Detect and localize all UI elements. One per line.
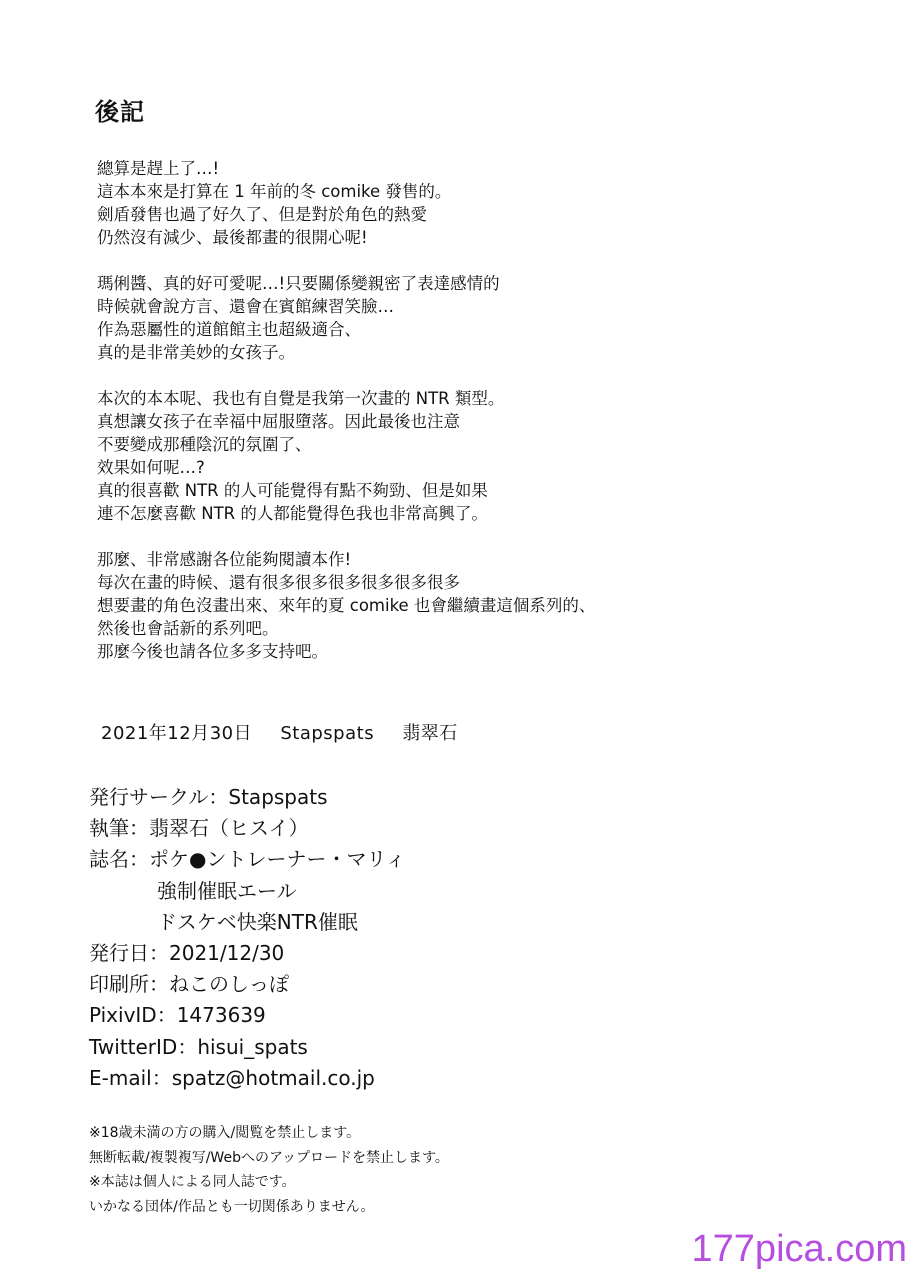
colophon-date: 発行日：2021/12/30 — [89, 940, 285, 965]
notice-line: いかなる団体/作品とも一切関係ありません。 — [89, 1198, 375, 1215]
text-line: 真的是非常美妙的女孩子。 — [97, 343, 295, 362]
signature-line — [101, 719, 480, 745]
paragraph-1 — [97, 157, 595, 249]
text-line: 總算是趕上了…! — [97, 159, 220, 178]
colophon-twitter: TwitterID：hisui_spats — [89, 1034, 308, 1059]
text-line: 每次在畫的時候、還有很多很多很多很多很多很多 — [97, 573, 460, 592]
colophon-circle: 発行サークル：Stapspats — [89, 785, 328, 809]
afterword-title: 後記 — [95, 98, 145, 126]
colophon-title-line-3: ドスケベ快楽NTR催眠 — [157, 909, 358, 934]
afterword-body — [97, 157, 595, 686]
text-line: 本次的本本呢、我也有自覺是我第一次畫的 NTR 類型。 — [97, 389, 505, 408]
text-line: 然後也會話新的系列吧。 — [97, 619, 279, 638]
text-line: 效果如何呢…? — [97, 458, 205, 477]
text-line: 想要畫的角色沒畫出來、來年的夏 comike 也會繼續畫這個系列的、 — [97, 596, 596, 615]
colophon-title-line-2: 強制催眠エール — [157, 878, 297, 903]
signature-author: 翡翠石 — [402, 723, 458, 744]
notice-line: ※本誌は個人による同人誌です。 — [89, 1174, 296, 1190]
text-line: 時候就會說方言、還會在賓館練習笑臉… — [97, 297, 394, 316]
paragraph-3 — [97, 387, 595, 525]
notice-line: 無断転載/複製複写/Webへのアップロードを禁止します。 — [89, 1149, 449, 1166]
colophon-printer: 印刷所：ねこのしっぽ — [89, 972, 289, 997]
colophon — [89, 782, 406, 1094]
text-line: 這本本來是打算在 1 年前的冬 comike 發售的。 — [97, 182, 452, 201]
colophon-pixiv: PixivID：1473639 — [89, 1003, 266, 1028]
text-line: 仍然沒有減少、最後都畫的很開心呢! — [97, 228, 368, 247]
colophon-author: 執筆：翡翠石（ヒスイ） — [89, 816, 309, 841]
notice-line: ※18歳未満の方の購入/閲覧を禁止します。 — [89, 1125, 361, 1141]
text-line: 劍盾發售也過了好久了、但是對於角色的熱愛 — [97, 205, 427, 224]
text-line: 那麼、非常感謝各位能夠閱讀本作! — [97, 550, 352, 569]
legal-notices — [89, 1121, 449, 1219]
signature-circle: Stapspats — [280, 723, 375, 744]
text-line: 連不怎麼喜歡 NTR 的人都能覺得色我也非常高興了。 — [97, 504, 488, 523]
text-line: 不要變成那種陰沉的氛圍了、 — [97, 435, 312, 454]
signature-date: 2021年12月30日 — [101, 723, 253, 744]
site-watermark: 177pica.com — [691, 1228, 907, 1270]
text-line: 瑪俐醬、真的好可愛呢…!只要關係變親密了表達感情的 — [97, 274, 500, 293]
colophon-title: 誌名：ポケ●ントレーナー・マリィ — [89, 847, 406, 872]
text-line: 真的很喜歡 NTR 的人可能覺得有點不夠勁、但是如果 — [97, 481, 488, 500]
text-line: 作為惡屬性的道館館主也超級適合、 — [97, 320, 361, 339]
colophon-email: E-mail：spatz@hotmail.co.jp — [89, 1065, 375, 1090]
text-line: 真想讓女孩子在幸福中屈服墮落。因此最後也注意 — [97, 412, 460, 431]
text-line: 那麼今後也請各位多多支持吧。 — [97, 642, 328, 661]
paragraph-4 — [97, 548, 595, 663]
paragraph-2 — [97, 272, 595, 364]
